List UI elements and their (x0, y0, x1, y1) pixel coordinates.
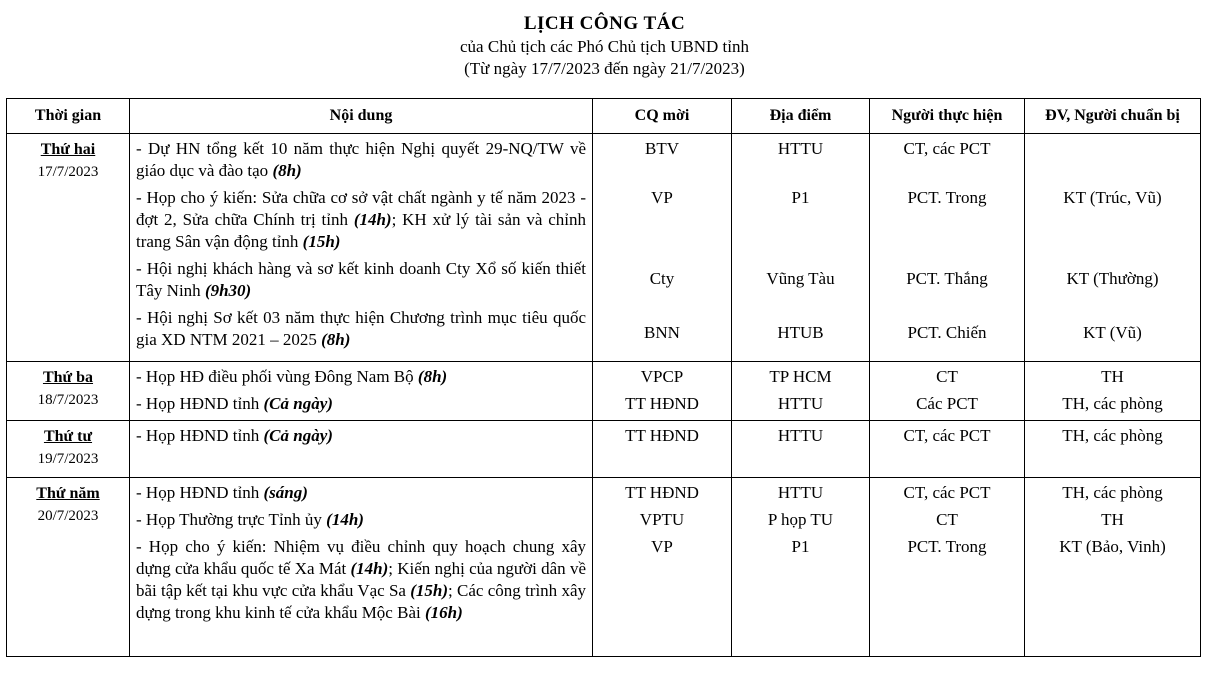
day-name: Thứ năm (36, 485, 100, 502)
agenda-item (130, 258, 592, 302)
item-text: - Họp HĐND tỉnh (136, 394, 264, 413)
cq-value: Cty (649, 269, 675, 288)
content-cell (130, 421, 593, 478)
day-cell (7, 478, 130, 657)
person-value: PCT. Trong (907, 188, 987, 207)
column-header: Thời gian (7, 99, 130, 134)
cq-cell (593, 421, 732, 478)
place-value: HTTU (777, 394, 824, 413)
person-value: PCT. Chiến (907, 323, 987, 342)
place-cell (732, 362, 870, 421)
prep-value: KT (Trúc, Vũ) (1063, 188, 1162, 207)
day-cell (7, 134, 130, 362)
agenda-item (130, 134, 592, 182)
place-value: HTUB (777, 323, 824, 342)
document-subtitle: của Chủ tịch các Phó Chủ tịch UBND tỉnh (460, 37, 749, 56)
prep-cell (1025, 421, 1201, 478)
cq-value: BTV (645, 139, 679, 158)
day-date: 20/7/2023 (37, 508, 99, 524)
column-header: ĐV, Người chuẩn bị (1025, 99, 1201, 134)
item-time: (Cả ngày) (263, 394, 333, 413)
cq-value: VP (651, 188, 673, 207)
person-value: CT, các PCT (903, 426, 991, 445)
cq-cell (593, 134, 732, 362)
item-text: - Hội nghị Sơ kết 03 năm thực hiện Chương trình mục tiêu quốc gia XD NTM 2021 – 2025 (136, 308, 586, 349)
item-time: (sáng) (263, 483, 308, 502)
document-header (0, 0, 1209, 80)
agenda-item (130, 187, 592, 253)
day-date: 17/7/2023 (37, 164, 99, 180)
agenda-item (130, 393, 592, 415)
content-cell (130, 134, 593, 362)
person-value: CT, các PCT (903, 483, 991, 502)
table-row (7, 421, 1201, 478)
document-title: LỊCH CÔNG TÁC (523, 13, 686, 34)
place-value: Vũng Tàu (766, 269, 835, 288)
cq-value: VP (651, 537, 673, 556)
day-date: 19/7/2023 (37, 451, 99, 467)
item-text: - Hội nghị khách hàng và sơ kết kinh doanh Cty Xổ số kiến thiết Tây Ninh (136, 259, 586, 300)
prep-value: KT (Thường) (1066, 269, 1159, 288)
agenda-item (130, 421, 592, 447)
table-header-row (7, 99, 1201, 134)
day-name: Thứ tư (43, 428, 93, 445)
person-value: PCT. Trong (907, 537, 987, 556)
column-header: CQ mời (593, 99, 732, 134)
place-cell (732, 421, 870, 478)
agenda-item (130, 478, 592, 504)
content-cell (130, 478, 593, 657)
column-header: Người thực hiện (870, 99, 1025, 134)
item-text: - Dự HN tổng kết 10 năm thực hiện Nghị quyết 29-NQ/TW về giáo dục và đào tạo (136, 139, 586, 180)
day-name: Thứ hai (40, 141, 96, 158)
agenda-item (130, 509, 592, 531)
person-cell (870, 134, 1025, 362)
cq-value: BNN (644, 323, 680, 342)
item-time: (14h) (353, 210, 392, 229)
person-value: CT, các PCT (903, 139, 991, 158)
place-value: HTTU (777, 426, 824, 445)
person-value: Các PCT (916, 394, 978, 413)
prep-cell (1025, 134, 1201, 362)
item-time: (16h) (424, 603, 463, 622)
day-cell (7, 362, 130, 421)
prep-value: KT (Bảo, Vinh) (1059, 537, 1166, 556)
person-cell (870, 362, 1025, 421)
day-date: 18/7/2023 (37, 392, 99, 408)
place-value: TP HCM (769, 367, 832, 386)
column-header: Địa điểm (732, 99, 870, 134)
agenda-item (130, 536, 592, 624)
table-row (7, 478, 1201, 657)
item-time: (14h) (326, 510, 364, 529)
item-time: (8h) (417, 367, 448, 386)
place-cell (732, 478, 870, 657)
item-time: (15h) (410, 581, 449, 600)
cq-cell (593, 362, 732, 421)
column-header: Nội dung (130, 99, 593, 134)
item-text: - Họp HĐ điều phối vùng Đông Nam Bộ (136, 367, 418, 386)
item-text: - Họp Thường trực Tỉnh ủy (136, 510, 327, 529)
prep-value: KT (Vũ) (1083, 323, 1142, 342)
item-time: (Cả ngày) (263, 426, 333, 445)
cq-value: TT HĐND (625, 426, 699, 445)
cq-value: TT HĐND (625, 483, 699, 502)
day-name: Thứ ba (42, 369, 94, 386)
prep-value (1025, 134, 1200, 187)
person-cell (870, 478, 1025, 657)
item-time: (9h30) (204, 281, 252, 300)
cq-value: VPTU (639, 510, 685, 529)
item-text: ; Kiến nghị của người dân về bãi tập kết tại khu vực cửa khẩu Vạc Sa (136, 559, 586, 600)
prep-value: TH, các phòng (1062, 483, 1163, 502)
cq-value: TT HĐND (625, 394, 699, 413)
place-value: P1 (791, 188, 810, 207)
item-text: - Họp cho ý kiến: Nhiệm vụ điều chỉnh quy hoạch chung xây dựng cửa khẩu quốc tế Xa Mát (136, 537, 586, 578)
item-text: - Họp cho ý kiến: Sửa chữa cơ sở vật chất ngành y tế năm 2023 - đợt 2, Sửa chữa Chính trị tỉnh (136, 188, 586, 229)
person-value: CT (936, 367, 958, 386)
schedule-table (6, 98, 1201, 657)
person-value: CT (936, 510, 958, 529)
item-text: - Họp HĐND tỉnh (136, 426, 264, 445)
prep-cell (1025, 362, 1201, 421)
item-time: (8h) (321, 330, 351, 349)
day-cell (7, 421, 130, 478)
place-cell (732, 134, 870, 362)
item-time: (15h) (302, 232, 341, 251)
person-value: PCT. Thắng (906, 269, 988, 288)
place-value: P họp TU (767, 510, 834, 529)
person-cell (870, 421, 1025, 478)
date-range: (Từ ngày 17/7/2023 đến ngày 21/7/2023) (464, 59, 745, 78)
prep-value: TH (1101, 367, 1124, 386)
table-row (7, 134, 1201, 362)
cq-value: VPCP (640, 367, 684, 386)
agenda-item (130, 307, 592, 351)
table-row (7, 362, 1201, 421)
prep-value: TH (1101, 510, 1124, 529)
item-text: ; Các công trình xây dựng trong khu kinh tế cửa khẩu Mộc Bài (136, 581, 586, 622)
prep-cell (1025, 478, 1201, 657)
prep-value: TH, các phòng (1062, 426, 1163, 445)
item-time: (8h) (272, 161, 302, 180)
item-time: (14h) (350, 559, 389, 578)
place-value: P1 (791, 537, 810, 556)
agenda-item (130, 362, 592, 388)
place-value: HTTU (777, 483, 824, 502)
cq-cell (593, 478, 732, 657)
content-cell (130, 362, 593, 421)
item-text: ; KH xử lý tài sản và chỉnh trang Sân vận động tỉnh (136, 210, 586, 251)
prep-value: TH, các phòng (1062, 394, 1163, 413)
place-value: HTTU (777, 139, 824, 158)
item-text: - Họp HĐND tỉnh (136, 483, 264, 502)
